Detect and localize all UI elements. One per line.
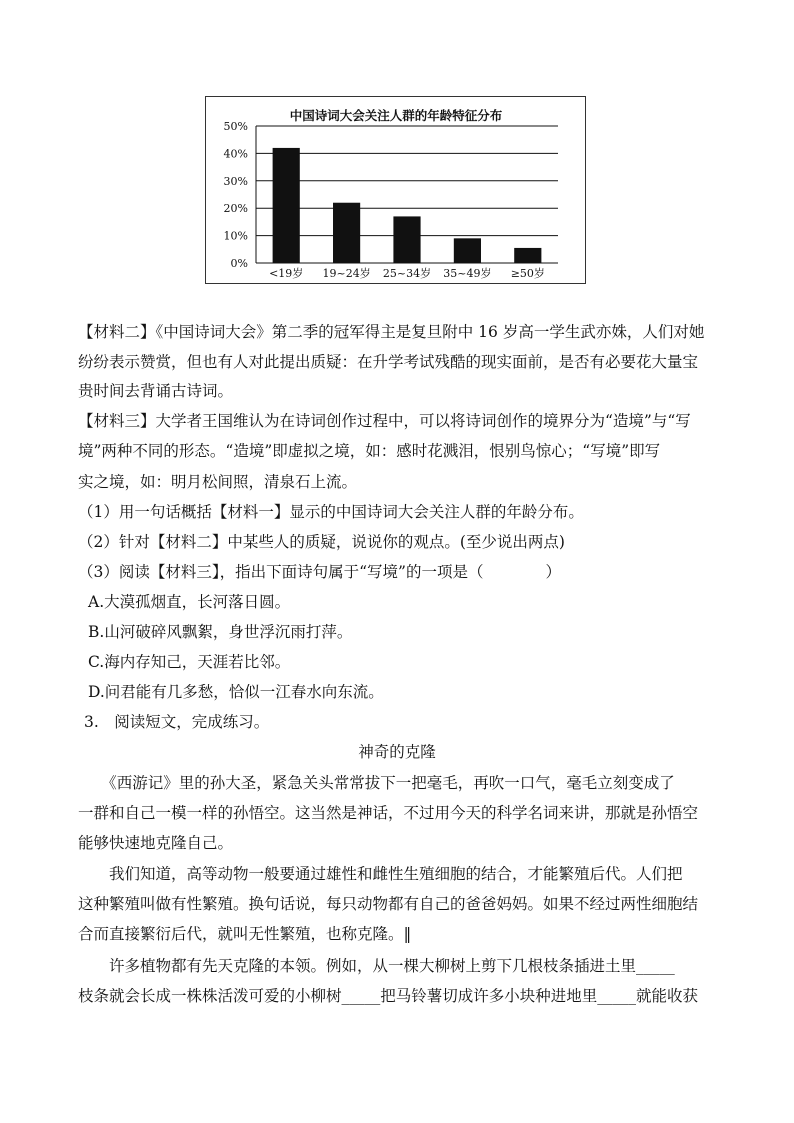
material-3-line-1: 【材料三】大学者王国维认为在诗词创作过程中，可以将诗词创作的境界分为“造境”与“写 <box>78 412 691 430</box>
question-3: （3）阅读【材料三】，指出下面诗句属于“写境”的一项是（ ） <box>78 563 561 581</box>
passage-title: 神奇的克隆 <box>358 743 436 761</box>
bar-chart <box>205 96 586 284</box>
y-tick-label: 0% <box>230 257 248 270</box>
bar <box>393 216 420 263</box>
passage-p2-line-3: 合而直接繁衍后代，就叫无性繁殖，也称克隆。‖ <box>78 925 412 943</box>
option-b: B.山河破碎风飘絮，身世浮沉雨打萍。 <box>88 623 353 641</box>
x-tick-label: 25~34岁 <box>382 267 432 280</box>
y-tick-label: 50% <box>223 120 248 133</box>
question-1: （1）用一句话概括【材料一】显示的中国诗词大会关注人群的年龄分布。 <box>78 503 584 521</box>
material-3-line-3: 实之境，如：明月松间照，清泉石上流。 <box>78 473 358 491</box>
passage-p3-line-1: 许多植物都有先天克隆的本领。例如，从一棵大柳树上剪下几根枝条插进土里_____ <box>78 957 675 975</box>
question-2: （2）针对【材料二】中某些人的质疑，说说你的观点。(至少说出两点) <box>78 533 565 551</box>
passage-p1-line-1: 《西游记》里的孙大圣，紧急关头常常拔下一把毫毛，再吹一口气，毫毛立刻变成了 <box>78 774 675 792</box>
bar <box>514 248 541 263</box>
passage-p3-line-2: 枝条就会长成一株株活泼可爱的小柳树_____把马铃薯切成许多小块种进地里_____就能收获 <box>78 987 699 1005</box>
material-2-line-3: 贵时间去背诵古诗词。 <box>78 382 234 400</box>
bar <box>273 148 300 263</box>
passage-p2-line-1: 我们知道，高等动物一般要通过雄性和雌性生殖细胞的结合，才能繁殖后代。人们把 <box>78 865 683 883</box>
bar-chart-svg <box>206 97 585 283</box>
y-tick-label: 30% <box>223 174 248 188</box>
passage-p1-line-3: 能够快速地克隆自己。 <box>78 834 234 852</box>
chart-title: 中国诗词大会关注人群的年龄特征分布 <box>289 108 503 123</box>
material-2-line-1: 【材料二】《中国诗词大会》第二季的冠军得主是复旦附中 16 岁高一学生武亦姝，人们对她 <box>78 323 705 341</box>
x-tick-label: 35~49岁 <box>443 267 492 280</box>
material-2-line-2: 纷纷表示赞赏，但也有人对此提出质疑：在升学考试残酷的现实面前，是否有必要花大量宝 <box>78 353 699 371</box>
option-d: D.问君能有几多愁，恰似一江春水向东流。 <box>88 683 384 701</box>
bar <box>333 203 360 263</box>
passage-p2-line-2: 这种繁殖叫做有性繁殖。换句话说，每只动物都有自己的爸爸妈妈。如果不经过两性细胞结 <box>78 895 699 913</box>
x-tick-label: 19~24岁 <box>322 267 371 280</box>
material-3-line-2: 境”两种不同的形态。“造境”即虚拟之境，如：感时花溅泪，恨别鸟惊心；“写境”即写 <box>78 442 661 460</box>
passage-p1-line-2: 一群和自己一模一样的孙悟空。这当然是神话，不过用今天的科学名词来讲，那就是孙悟空 <box>78 804 699 822</box>
x-tick-label: <19岁 <box>269 267 304 280</box>
x-tick-label: ≥50岁 <box>510 267 545 280</box>
option-c: C.海内存知己，天涯若比邻。 <box>88 653 291 671</box>
y-tick-label: 40% <box>223 147 248 161</box>
y-tick-label: 10% <box>223 229 248 243</box>
bar <box>454 238 481 263</box>
y-tick-label: 20% <box>223 202 248 216</box>
question-3-heading: 3. 阅读短文，完成练习。 <box>84 713 270 731</box>
option-a: A.大漠孤烟直，长河落日圆。 <box>88 593 291 611</box>
